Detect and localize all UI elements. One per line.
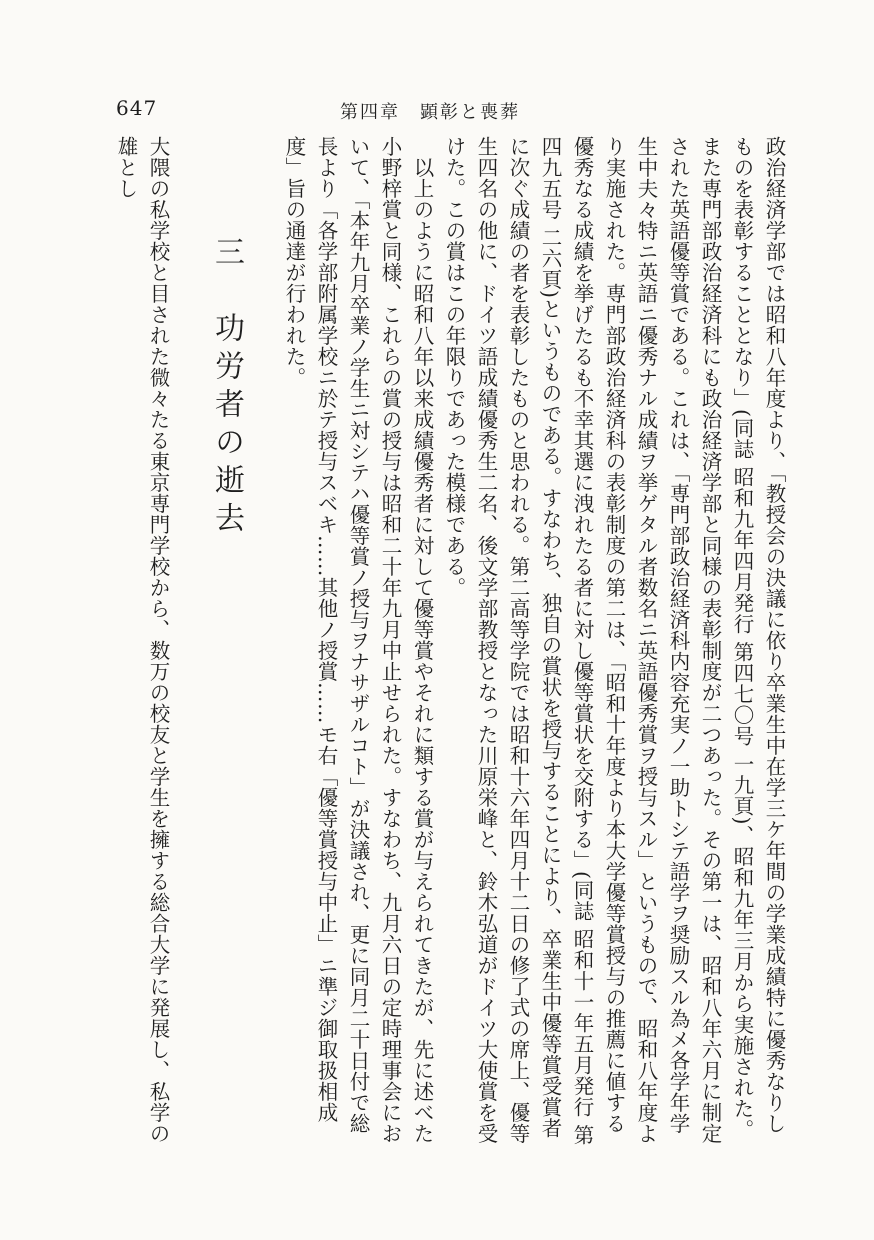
paragraph-award-suspension: 以上のように昭和八年以来成績優秀者に対して優等賞やそれに類する賞が与えられてきたが、先に述べた小野梓賞と同様、これらの賞の授与は昭和二十年九月中止せられた。すなわち、九月六日の定時理事会において、「本年九月卒業ノ学生ニ対シテハ優等賞ノ授与ヲナサザルコト」が決議され、更に同月二十日付で総長より「各学部附属学校ニ於テ授与スベキ……其他ノ授賞……モ右「優等賞授与中止」ニ準ジ御取扱相成度」旨の通達が行われた。 <box>282 136 434 1144</box>
paragraph-awards: 政治経済学部では昭和八年度より、「教授会の決議に依り卒業生中在学三ケ年間の学業成績特に優秀なりしものを表彰することとなり」(同誌 昭和九年四月発行 第四七〇号 一九頁)、昭和九年三月から実施された。また専門部政治経済科にも政治経済学部と同様の表彰制度が二つあった。その第一は、昭和八年六月に制定された英語優等賞である。これは、「専門部政治経済科内容充実ノ一助トシテ語学ヲ奨励スル為メ各学年学生中夫々特ニ英語ニ優秀ナル成績ヲ挙ゲタル者数名ニ英語優秀賞ヲ授与スル」というもので、昭和八年度より実施された。専門部政治経済科の表彰制度の第二は、「昭和十年度より本大学優等賞授与の推薦に値する優秀なる成績を挙げたるも不幸其選に洩れたる者に対し優等賞状を交附する」(同誌 昭和十一年五月発行 第四九五号 二六頁)というものである。すなわち、独自の賞状を授与することにより、卒業生中優等賞受賞者に次ぐ成績の者を表彰したものと思われる。第二高等学院では昭和十六年四月十二日の修了式の席上、優等生四名の他に、ドイツ語成績優秀生二名、後文学部教授となった川原栄峰と、鈴木弘道がドイツ大使賞を受けた。この賞はこの年限りであった模様である。 <box>442 136 786 1146</box>
page-header <box>0 86 874 126</box>
vertical-body-text <box>110 136 790 1146</box>
page-number: 647 <box>116 96 158 120</box>
running-head: 第四章 顕彰と喪葬 <box>340 102 520 123</box>
paragraph-section-start: 大隈の私学校と目された微々たる東京専門学校から、数万の校友と学生を擁する総合大学に発展し、私学の雄とし <box>114 136 170 1144</box>
section-heading: 三 功労者の逝去 <box>209 236 244 540</box>
